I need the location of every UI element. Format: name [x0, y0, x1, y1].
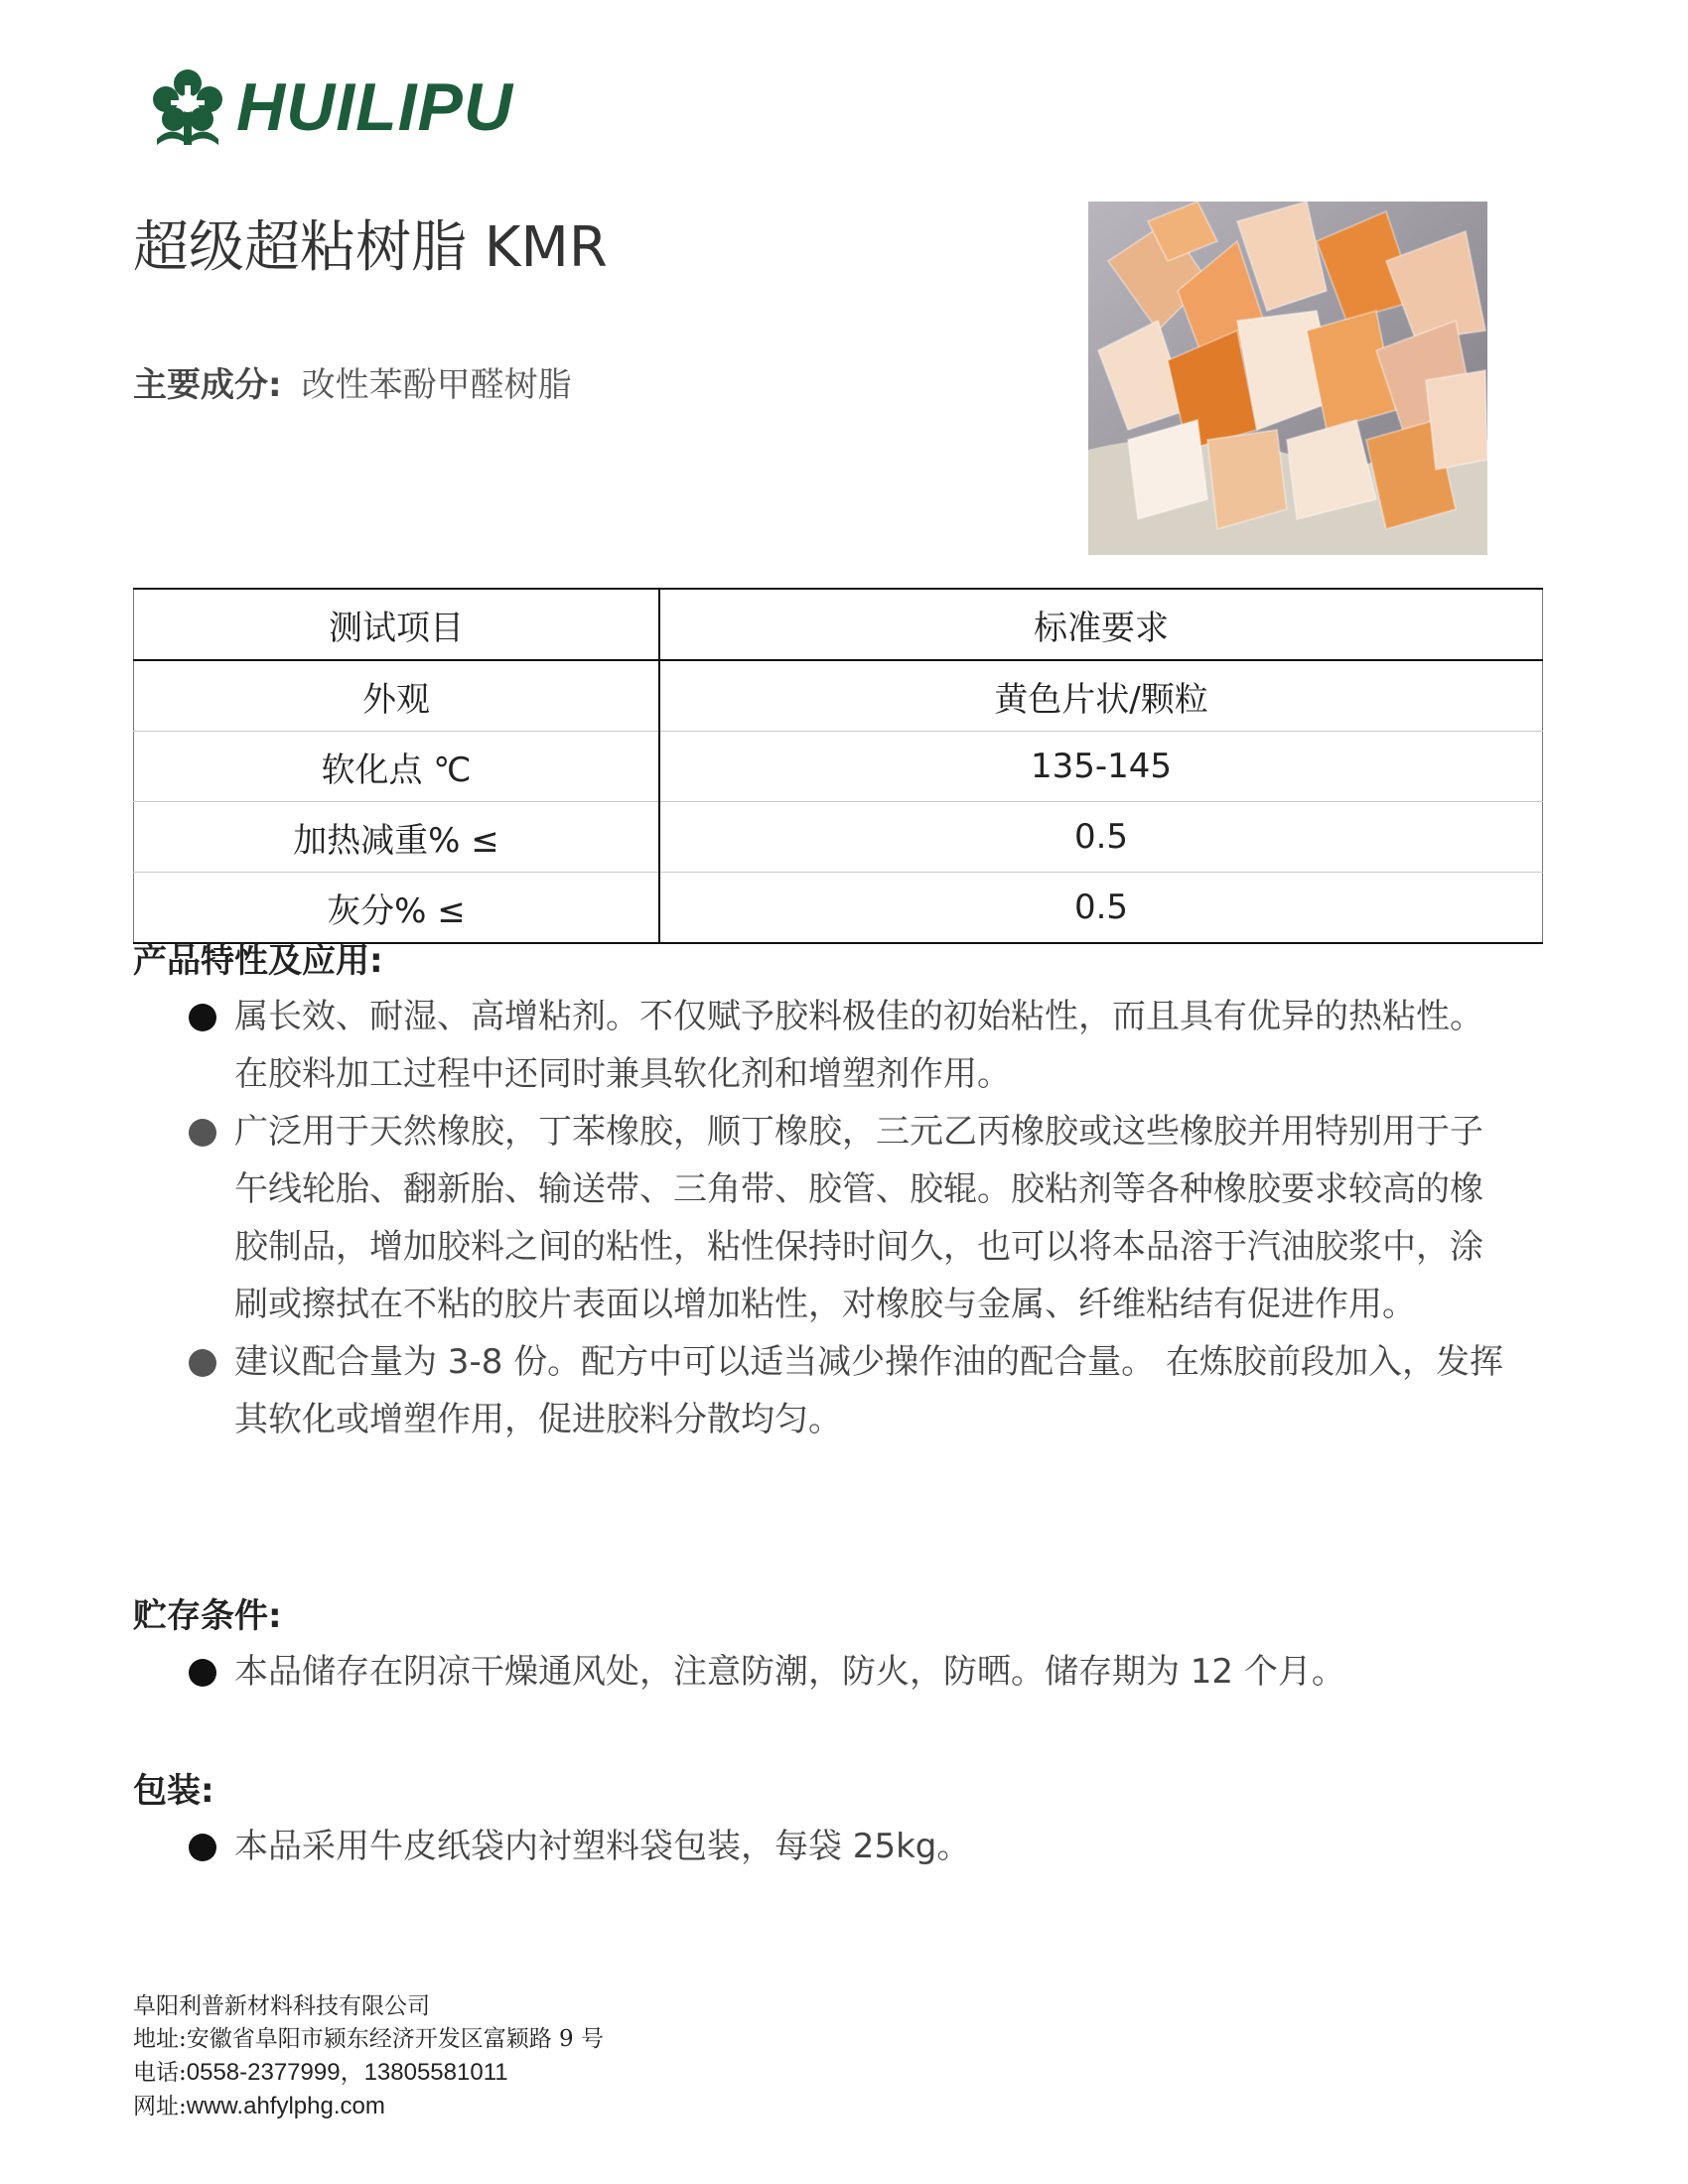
spec-table	[133, 588, 1543, 944]
cell-item: 灰分% ≤	[134, 873, 660, 944]
list-item	[183, 1643, 1503, 1701]
web-link[interactable]: www.ahfylphg.com	[186, 2093, 385, 2119]
cell-value: 0.5	[659, 873, 1543, 944]
bullet-icon	[189, 1659, 216, 1687]
bullet-icon	[189, 1349, 216, 1377]
storage-heading: 贮存条件:	[133, 1596, 282, 1636]
feature-text: 广泛用于天然橡胶，丁苯橡胶，顺丁橡胶，三元乙丙橡胶或这些橡胶并用特别用于子午线轮胎、翻新胎、输送带、三角带、胶管、胶辊。胶粘剂等各种橡胶要求较高的橡胶制品，增加胶料之间的粘性，粘性保持时间久，也可以将本品溶于汽油胶浆中，涂刷或擦拭在不粘的胶片表面以增加粘性，对橡胶与金属、纤维粘结有促进作用。	[234, 1112, 1483, 1324]
storage-text: 本品储存在阴凉干燥通风处，注意防潮，防火，防晒。储存期为 12 个月。	[234, 1652, 1345, 1692]
product-title: 超级超粘树脂 KMR	[133, 215, 608, 280]
cell-value: 黄色片状/颗粒	[659, 660, 1543, 732]
packaging-heading: 包装:	[133, 1771, 214, 1811]
list-item	[183, 1818, 1503, 1875]
ingredient-label: 主要成分:	[133, 365, 282, 405]
list-item	[183, 988, 1503, 1103]
bullet-icon	[189, 1119, 216, 1147]
resin-crystals-photo	[1088, 202, 1487, 555]
footer-phone	[133, 2056, 604, 2090]
feature-text: 属长效、耐湿、高增粘剂。不仅赋予胶料极佳的初始粘性，而且具有优异的热粘性。在胶料加工过程中还同时兼具软化剂和增塑剂作用。	[234, 997, 1483, 1094]
flower-emblem-icon	[149, 68, 226, 147]
packaging-list	[183, 1818, 1503, 1875]
address-label: 地址:	[133, 2026, 187, 2052]
cell-item: 外观	[134, 660, 660, 732]
footer-address	[133, 2023, 604, 2056]
phone-label: 电话:	[133, 2060, 187, 2086]
main-ingredient	[133, 357, 572, 406]
bullet-icon	[189, 1004, 216, 1031]
storage-list	[183, 1643, 1503, 1701]
feature-text: 建议配合量为 3-8 份。配方中可以适当减少操作油的配合量。 在炼胶前段加入，发挥其软化或增塑作用，促进胶料分散均匀。	[234, 1342, 1503, 1439]
footer-company: 阜阳利普新材料科技有限公司	[133, 1993, 430, 2019]
cell-item: 加热减重% ≤	[134, 802, 660, 873]
cell-value: 135-145	[659, 732, 1543, 802]
header-test-item: 测试项目	[134, 589, 660, 660]
header-standard: 标准要求	[659, 589, 1543, 660]
list-item	[183, 1103, 1503, 1333]
table-row	[134, 660, 1543, 732]
footer	[133, 1990, 604, 2123]
table-row	[134, 732, 1543, 802]
ingredient-value: 改性苯酚甲醛树脂	[301, 365, 572, 405]
brand-name: HUILIPU	[236, 69, 513, 145]
cell-item: 软化点 ℃	[134, 732, 660, 802]
list-item	[183, 1333, 1503, 1448]
phone-value: 0558-2377999，13805581011	[186, 2059, 508, 2086]
packaging-text: 本品采用牛皮纸袋内衬塑料袋包装，每袋 25kg。	[234, 1827, 971, 1866]
table-header-row	[134, 589, 1543, 660]
cell-value: 0.5	[659, 802, 1543, 873]
features-heading: 产品特性及应用:	[133, 941, 383, 981]
footer-web	[133, 2090, 604, 2123]
brand-logo	[149, 66, 513, 149]
web-label: 网址:	[133, 2094, 187, 2119]
features-list	[183, 988, 1503, 1448]
address-value: 安徽省阜阳市颍东经济开发区富颖路 9 号	[186, 2026, 605, 2052]
bullet-icon	[189, 1834, 216, 1861]
table-row	[134, 802, 1543, 873]
